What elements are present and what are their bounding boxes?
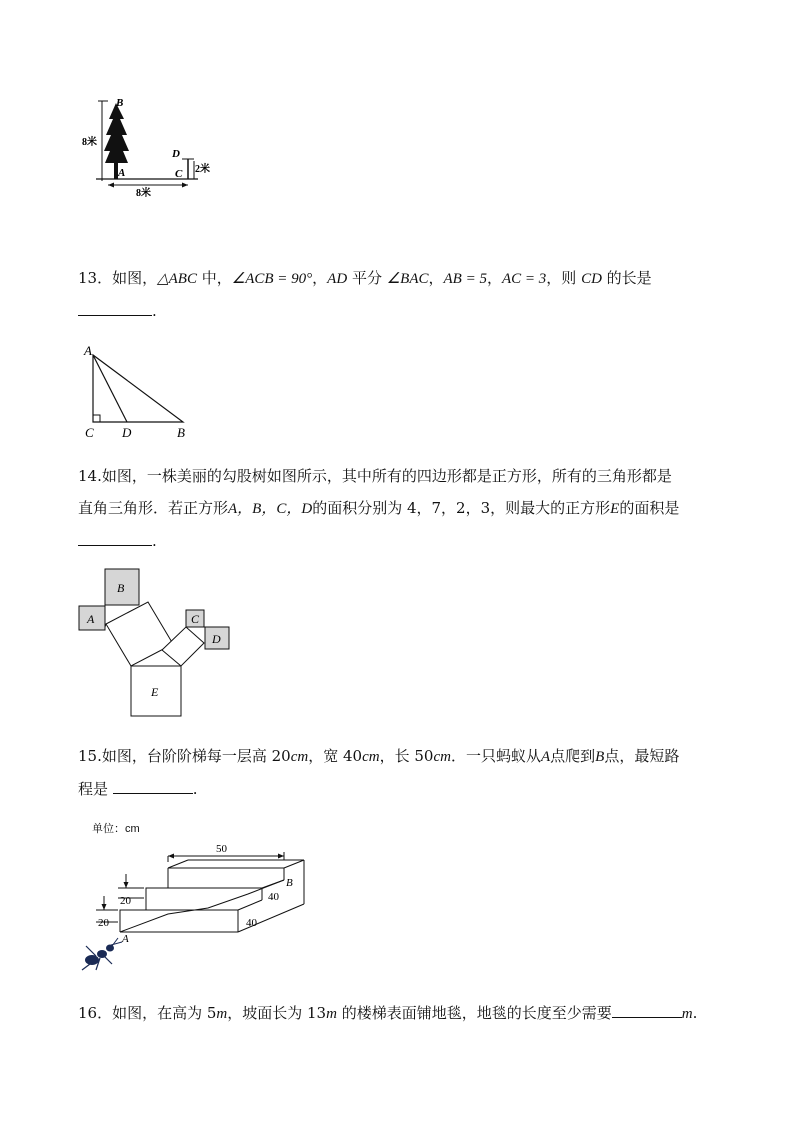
q14-text: 的面积是 xyxy=(619,499,680,517)
question-13 xyxy=(78,262,714,327)
label-8m-height: 8米 xyxy=(82,137,97,148)
label-height-20-bottom: 20 xyxy=(98,917,109,929)
q15-text: ．一只蚂蚁从 xyxy=(450,747,541,765)
label-2m: 2米 xyxy=(195,164,210,175)
unit-m: m xyxy=(681,1006,693,1022)
unit-cm: cm xyxy=(433,749,451,765)
q13-triangle: △ABC xyxy=(157,271,197,287)
label-a: A xyxy=(122,933,129,945)
q16-end: . xyxy=(692,1004,698,1022)
q16-text: ，坡面长为 13 xyxy=(227,1004,327,1022)
q13-text: ， xyxy=(428,269,444,287)
q14-square-e: E xyxy=(610,501,620,517)
label-d: D xyxy=(122,425,132,440)
question-15 xyxy=(78,740,714,805)
q15-text: ，长 50 xyxy=(379,747,434,765)
q15-text: ，宽 40 xyxy=(308,747,363,765)
point-a: A xyxy=(540,749,551,765)
label-e: E xyxy=(151,685,159,699)
q13-text: ， xyxy=(312,269,328,287)
figure-pythagoras-tree xyxy=(76,566,236,721)
label-b: B xyxy=(117,581,125,595)
unit-m: m xyxy=(216,1006,228,1022)
figure-staircase xyxy=(78,838,328,978)
q13-ac: AC = 3 xyxy=(501,271,547,287)
q15-text: 程是 xyxy=(78,780,113,798)
answer-blank-14[interactable] xyxy=(78,531,152,546)
q15-end: . xyxy=(192,780,198,798)
q13-angle-bac: ∠BAC xyxy=(386,271,429,287)
question-14 xyxy=(78,460,714,557)
q13-text: ，则 xyxy=(546,269,582,287)
q13-angle-acb: ∠ACB = 90° xyxy=(231,271,313,287)
q13-end: . xyxy=(152,302,157,320)
q13-text: 的长是 xyxy=(601,269,652,287)
label-width-40-bottom: 40 xyxy=(246,917,257,929)
answer-blank-16[interactable] xyxy=(612,1003,682,1018)
q15-text: 点爬到 xyxy=(550,747,596,765)
label-c: C xyxy=(85,425,94,440)
answer-blank-15[interactable] xyxy=(113,779,193,794)
q14-line1: 14.如图，一株美丽的勾股树如图所示，其中所有的四边形都是正方形，所有的三角形都是 xyxy=(78,467,672,485)
q16-text: 的楼梯表面铺地毯，地毯的长度至少需要 xyxy=(336,1004,612,1022)
q14-end: . xyxy=(152,532,157,550)
q14-squares: A，B，C，D xyxy=(228,501,313,517)
unit-m: m xyxy=(326,1006,337,1022)
label-a: A xyxy=(118,167,126,179)
q14-text: 的面积分别为 4，7，2，3，则最大的正方形 xyxy=(312,499,611,517)
label-b: B xyxy=(286,877,293,889)
unit-cm: cm xyxy=(362,749,380,765)
label-c: C xyxy=(191,612,200,626)
q13-ad: AD xyxy=(327,271,348,287)
unit-label: 单位：cm xyxy=(92,823,140,835)
question-16 xyxy=(78,997,718,1030)
ant-icon xyxy=(82,938,122,970)
q14-text: 直角三角形．若正方形 xyxy=(78,499,229,517)
label-length-50: 50 xyxy=(216,843,227,855)
point-b: B xyxy=(595,749,605,765)
q13-number: 13．如图， xyxy=(78,269,158,287)
figure-triangle-abc xyxy=(80,342,200,442)
label-c: C xyxy=(175,168,183,180)
q16-text: 16．如图，在高为 5 xyxy=(78,1004,217,1022)
q13-cd: CD xyxy=(581,271,602,287)
answer-blank-13[interactable] xyxy=(78,301,152,316)
q13-text: ， xyxy=(486,269,502,287)
figure-tree-distance xyxy=(78,95,228,205)
label-8m-width: 8米 xyxy=(136,188,151,199)
q13-text: 平分 xyxy=(347,269,387,287)
label-d: D xyxy=(212,632,221,646)
label-a: A xyxy=(84,343,92,358)
unit-cm: cm xyxy=(290,749,309,765)
label-height-20-top: 20 xyxy=(120,895,131,907)
q15-text: 15.如图，台阶阶梯每一层高 20 xyxy=(78,747,291,765)
q15-text: 点，最短路 xyxy=(604,747,680,765)
q13-text: 中， xyxy=(196,269,232,287)
q13-ab: AB = 5 xyxy=(443,271,487,287)
label-width-40-top: 40 xyxy=(268,891,279,903)
label-a: A xyxy=(87,612,95,626)
label-b: B xyxy=(116,97,124,109)
label-b: B xyxy=(177,425,185,440)
label-d: D xyxy=(172,148,180,160)
